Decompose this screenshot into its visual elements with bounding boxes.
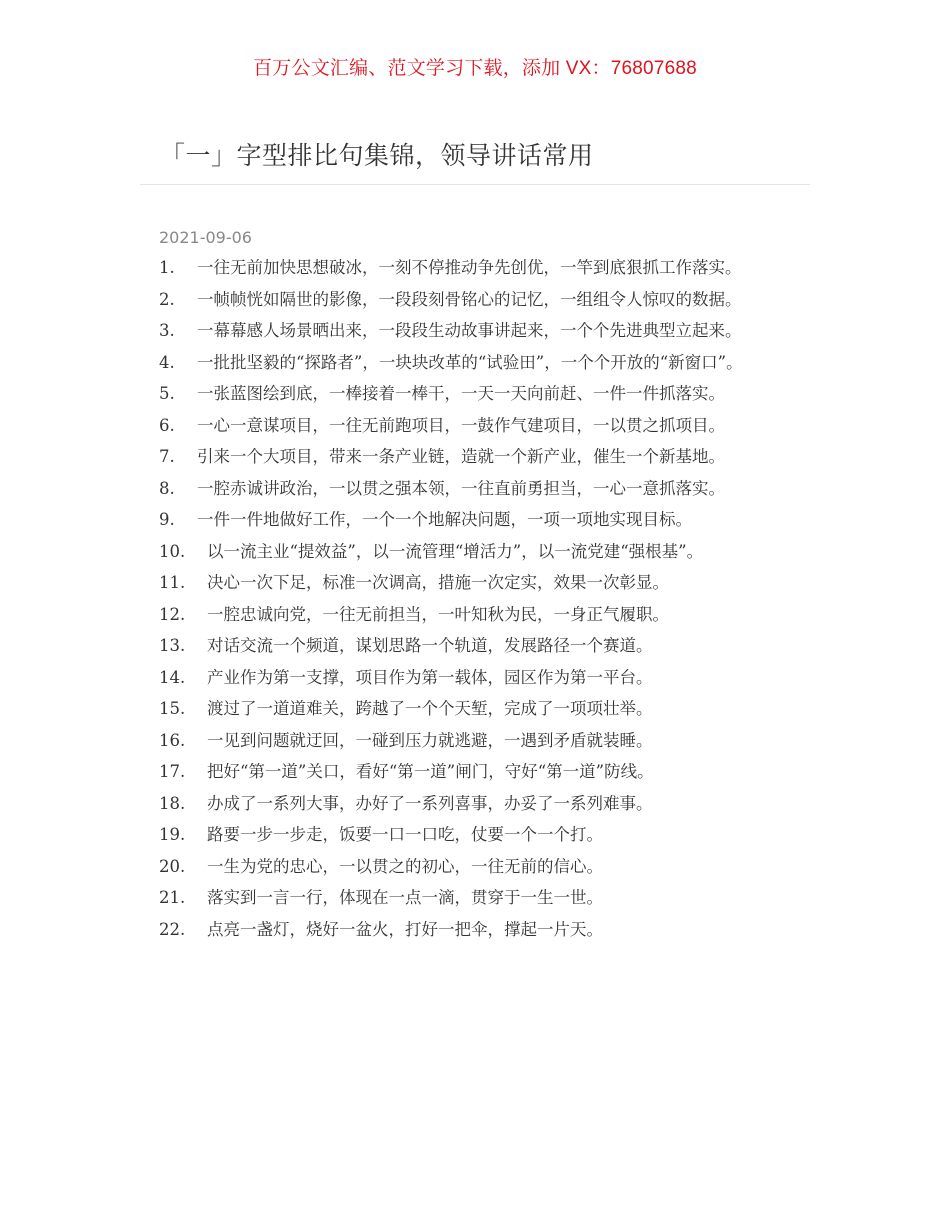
list-item <box>159 914 799 946</box>
list-item <box>159 504 799 536</box>
list-item <box>159 788 799 820</box>
item-number: 18. <box>159 793 186 813</box>
list-item <box>159 567 799 599</box>
list-item <box>159 662 799 694</box>
item-text: 一腔忠诚向党，一往无前担当，一叶知秋为民，一身正气履职。 <box>207 604 669 624</box>
item-text: 一生为党的忠心，一以贯之的初心，一往无前的信心。 <box>207 856 603 876</box>
list-item <box>159 252 799 284</box>
item-number: 22. <box>159 919 186 939</box>
item-text: 把好“第一道”关口，看好“第一道”闸门，守好“第一道”防线。 <box>207 762 654 781</box>
item-text: 对话交流一个频道，谋划思路一个轨道，发展路径一个赛道。 <box>207 636 653 655</box>
list-item <box>159 882 799 914</box>
item-number: 17. <box>159 762 186 781</box>
item-text: 一幕幕感人场景晒出来，一段段生动故事讲起来，一个个先进典型立起来。 <box>197 321 742 340</box>
sentence-list <box>159 252 799 945</box>
item-number: 7. <box>159 447 175 466</box>
item-number: 6. <box>159 415 175 435</box>
item-number: 11. <box>159 573 186 592</box>
title-divider <box>140 184 810 185</box>
list-item <box>159 410 799 442</box>
item-text: 一心一意谋项目，一往无前跑项目，一鼓作气建项目，一以贯之抓项目。 <box>197 415 725 435</box>
item-number: 16. <box>159 730 186 750</box>
item-text: 办成了一系列大事，办好了一系列喜事，办妥了一系列难事。 <box>207 793 653 813</box>
item-number: 10. <box>159 541 186 561</box>
list-item <box>159 536 799 568</box>
item-text: 一件一件地做好工作，一个一个地解决问题，一项一项地实现目标。 <box>197 510 692 529</box>
item-number: 12. <box>159 604 186 624</box>
item-text: 点亮一盏灯，烧好一盆火，打好一把伞，撑起一片天。 <box>207 919 603 939</box>
list-item <box>159 284 799 316</box>
item-text: 落实到一言一行，体现在一点一滴，贯穿于一生一世。 <box>207 888 603 907</box>
item-text: 一往无前加快思想破冰，一刻不停推动争先创优，一竿到底狠抓工作落实。 <box>197 258 742 277</box>
item-text: 一张蓝图绘到底，一棒接着一棒干，一天一天向前赶、一件一件抓落实。 <box>197 384 725 403</box>
item-text: 一帧帧恍如隔世的影像，一段段刻骨铭心的记忆，一组组令人惊叹的数据。 <box>197 289 742 309</box>
item-text: 路要一步一步走，饭要一口一口吃，仗要一个一个打。 <box>207 825 603 844</box>
list-item <box>159 599 799 631</box>
list-item <box>159 630 799 662</box>
list-item <box>159 851 799 883</box>
item-text: 产业作为第一支撑，项目作为第一载体，园区作为第一平台。 <box>207 667 653 687</box>
item-number: 13. <box>159 636 186 655</box>
article-date: 2021-09-06 <box>159 228 252 247</box>
list-item <box>159 819 799 851</box>
list-item <box>159 473 799 505</box>
list-item <box>159 725 799 757</box>
item-text: 一批批坚毅的“探路者”，一块块改革的“试验田”，一个个开放的“新窗口”。 <box>197 352 743 372</box>
item-text: 一见到问题就迂回，一碰到压力就逃避，一遇到矛盾就装睡。 <box>207 730 653 750</box>
item-number: 5. <box>159 384 175 403</box>
item-number: 2. <box>159 289 175 309</box>
item-text: 以一流主业“提效益”，以一流管理“增活力”，以一流党建“强根基”。 <box>207 541 704 561</box>
item-text: 一腔赤诚讲政治，一以贯之强本领，一往直前勇担当，一心一意抓落实。 <box>197 478 725 498</box>
list-item <box>159 441 799 473</box>
list-item <box>159 693 799 725</box>
item-number: 4. <box>159 352 175 372</box>
list-item <box>159 315 799 347</box>
item-number: 8. <box>159 478 175 498</box>
item-text: 引来一个大项目，带来一条产业链，造就一个新产业，催生一个新基地。 <box>197 447 725 466</box>
item-number: 19. <box>159 825 186 844</box>
article-title: 「一」字型排比句集锦，领导讲话常用 <box>160 141 594 170</box>
item-text: 决心一次下足，标准一次调高，措施一次定实，效果一次彰显。 <box>207 573 669 592</box>
item-number: 9. <box>159 510 175 529</box>
list-item <box>159 756 799 788</box>
list-item <box>159 378 799 410</box>
item-number: 14. <box>159 667 186 687</box>
promo-banner: 百万公文汇编、范文学习下载，添加 VX：76807688 <box>253 58 697 79</box>
item-number: 15. <box>159 699 186 718</box>
item-number: 21. <box>159 888 186 907</box>
item-number: 3. <box>159 321 175 340</box>
item-text: 渡过了一道道难关，跨越了一个个天堑，完成了一项项壮举。 <box>207 699 653 718</box>
item-number: 1. <box>159 258 175 277</box>
item-number: 20. <box>159 856 186 876</box>
list-item <box>159 347 799 379</box>
